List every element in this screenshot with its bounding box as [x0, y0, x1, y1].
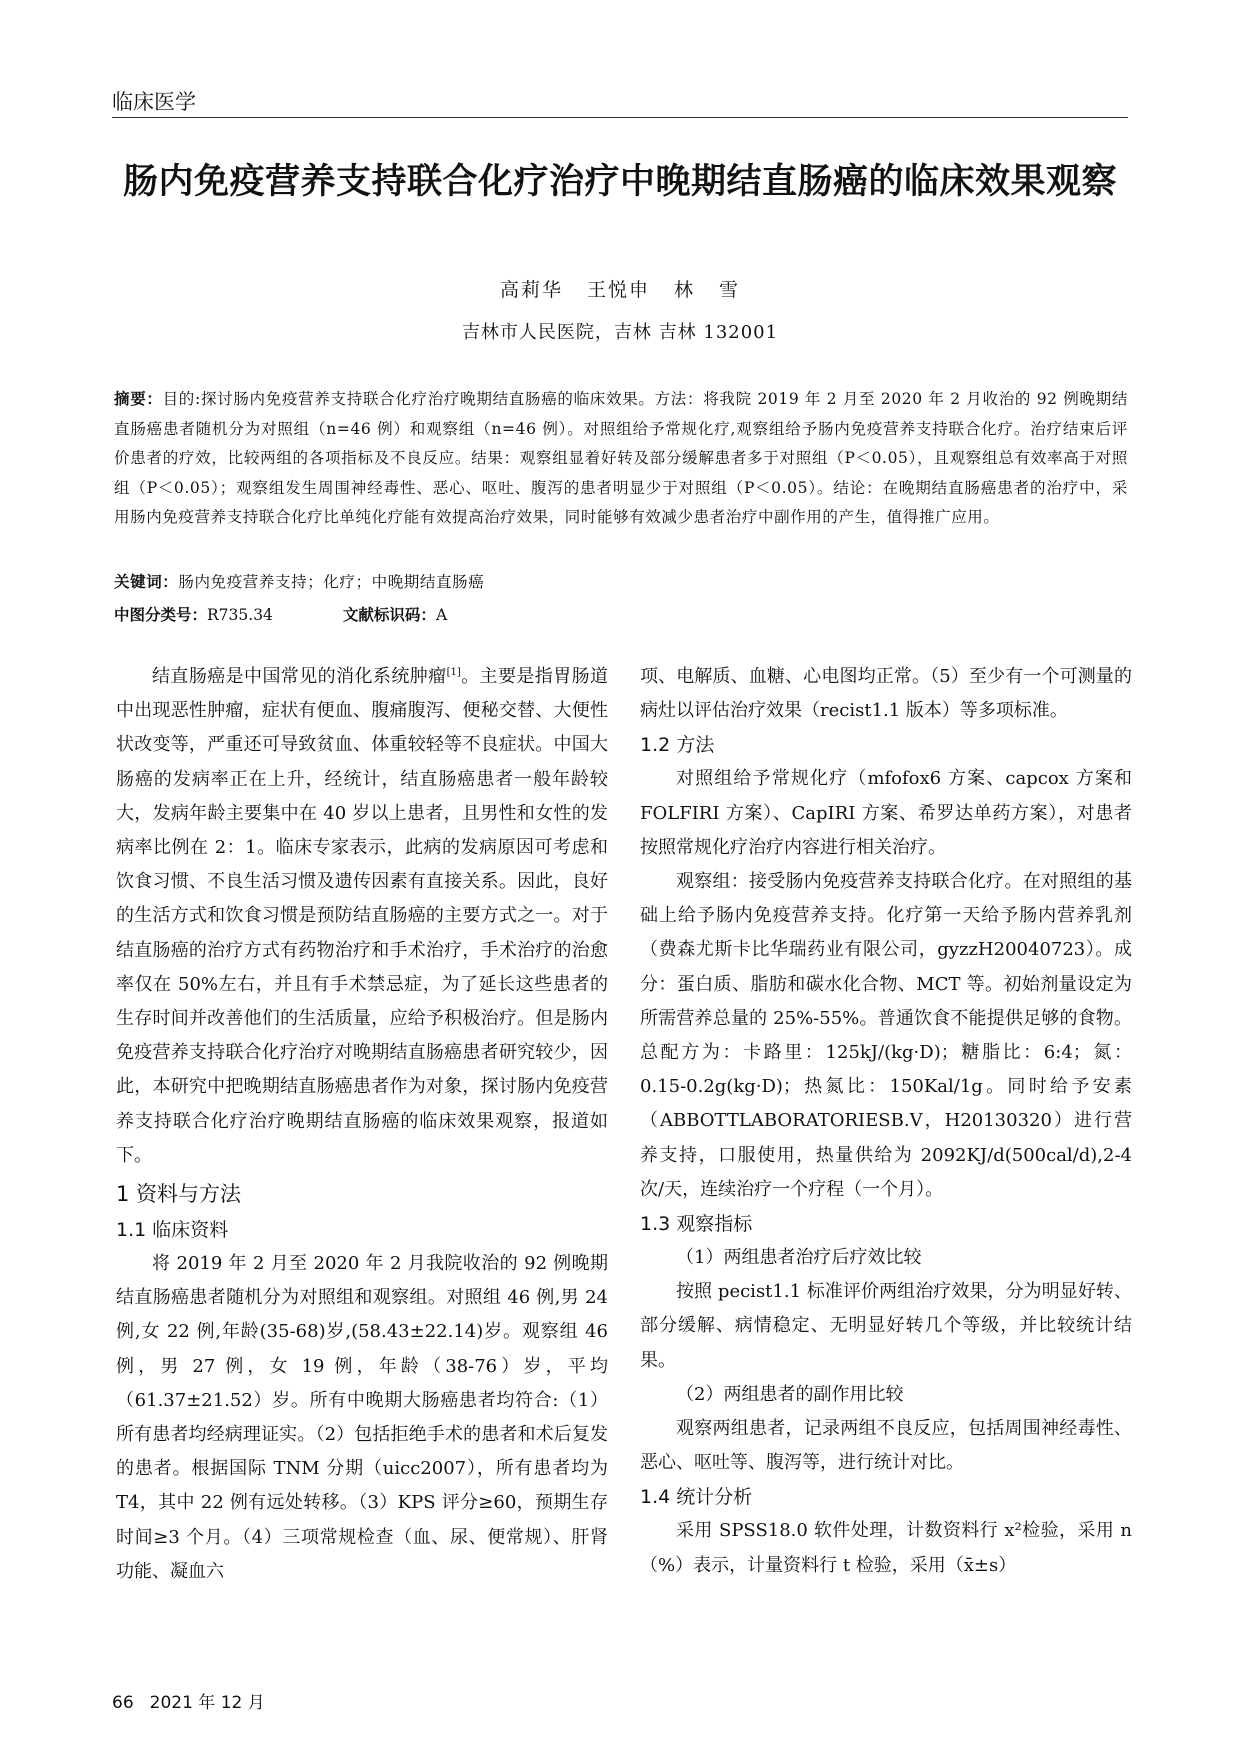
paragraph-clinical-data: 将 2019 年 2 月至 2020 年 2 月我院收治的 92 例晚期结直肠癌患者随机分为对照组和观察组。对照组 46 例,男 24 例,女 22 例,年龄(35-68)岁,(58.43±22.14)岁。观察组 46 例，男 27 例，女 19 例，年龄（38-76）岁，平均（61.37±21.52）岁。所有中晚期大肠癌患者均符合:（1）所有患者均经病理证实。（2）包括拒绝手术的患者和术后复发的患者。根据国际 TNM 分期（uicc2007），所有患者均为 T4，其中 22 例有远处转移。（3）KPS 评分≥60，预期生存时间≥3 个月。（4）三项常规检查（血、尿、便常规）、肝肾功能、凝血六 — [116, 1253, 608, 1582]
keywords — [114, 570, 484, 592]
abstract-text: 目的:探讨肠内免疫营养支持联合化疗治疗晚期结直肠癌的临床效果。方法：将我院 2019 年 2 月至 2020 年 2 月收治的 92 例晚期结直肠癌患者随机分为对照组（n=46 例）和观察组（n=46 例）。对照组给予常规化疗,观察组给予肠内免疫营养支持联合化疗。治疗结束后评价患者的疗效，比较两组的各项指标及不良反应。结果：观察组显着好转及部分缓解患者多于对照组（P＜0.05），且观察组总有效率高于对照组（P＜0.05）；观察组发生周围神经毒性、恶心、呕吐、腹泻的患者明显少于对照组（P＜0.05）。结论：在晚期结直肠癌患者的治疗中，采用肠内免疫营养支持联合化疗比单纯化疗能有效提高治疗效果，同时能够有效减少患者治疗中副作用的产生，值得推广应用。 — [114, 390, 1128, 526]
keywords-text: 肠内免疫营养支持；化疗；中晚期结直肠癌 — [178, 573, 485, 591]
subheading-efficacy: （1）两组患者治疗后疗效比较 — [676, 1247, 922, 1269]
abstract-label: 摘要： — [114, 390, 163, 408]
paragraph-side-effects: 观察两组患者，记录两组不良反应，包括周围神经毒性、恶心、呕吐等、腹泻等，进行统计对比。 — [640, 1418, 1132, 1474]
doc-code-label: 文献标识码： — [342, 606, 436, 624]
clc-label: 中图分类号： — [114, 606, 208, 624]
paragraph-efficacy: 按照 pecist1.1 标准评价两组治疗效果，分为明显好转、部分缓解、病情稳定、无明显好转几个等级，并比较统计结果。 — [640, 1281, 1132, 1371]
abstract — [114, 385, 1128, 533]
affiliation: 吉林市人民医院，吉林 吉林 132001 — [461, 322, 779, 343]
section-heading-1-1: 1.1 临床资料 — [116, 1219, 229, 1242]
paragraph-method-observation: 观察组：接受肠内免疫营养支持联合化疗。在对照组的基础上给予肠内免疫营养支持。化疗第一天给予肠内营养乳剂（费森尤斯卡比华瑞药业有限公司，gyzzH20040723）。成分：蛋白质、脂肪和碳水化合物、MCT 等。初始剂量设定为所需营养总量的 25%-55%。普通饮食不能提供足够的食物。总配方为：卡路里：125kJ/(kg·D)；糖脂比：6:4；氮：0.15-0.2g(kg·D)；热氮比：150Kal/1g。同时给予安素（ABBOTTLABORATORIESB.V，H20130320）进行营养支持，口服使用，热量供给为 2092KJ/d(500cal/d),2-4 次/天，连续治疗一个疗程（一个月）。 — [640, 871, 1132, 1200]
page-number: 66 — [112, 1693, 134, 1713]
keywords-label: 关键词： — [114, 573, 179, 591]
intro-text-rest: 。主要是指胃肠道中出现恶性肿瘤，症状有便血、腹痛腹泻、便秘交替、大便性状改变等，严重还可导致贫血、体重较轻等不良症状。中国大肠癌的发病率正在上升，经统计，结直肠癌患者一般年龄较大，发病年龄主要集中在 40 岁以上患者，且男性和女性的发病率比例在 2：1。临床专家表示，此病的发病原因可考虑和饮食习惯、不良生活习惯及遗传因素有直接关系。因此，良好的生活方式和饮食习惯是预防结直肠癌的主要方式之一。对于结直肠癌的治疗方式有药物治疗和手术治疗，手术治疗的治愈率仅在 50%左右，并且有手术禁忌症，为了延长这些患者的生存时间并改善他们的生活质量，应给予积极治疗。但是肠内免疫营养支持联合化疗治疗对晚期结直肠癌患者研究较少，因此，本研究中把晚期结直肠癌患者作为对象，探讨肠内免疫营养支持联合化疗治疗晚期结直肠癌的临床效果观察，报道如下。 — [116, 666, 609, 1166]
paragraph-statistics: 采用 SPSS18.0 软件处理，计数资料行 x²检验，采用 n（%）表示，计量资料行 t 检验，采用（x̄±s） — [640, 1520, 1132, 1576]
left-column — [116, 660, 608, 1589]
doc-code-value: A — [435, 606, 448, 624]
issue-date: 2021 年 12 月 — [149, 1693, 265, 1713]
section-heading-1-3: 1.3 观察指标 — [640, 1213, 753, 1236]
journal-section: 临床医学 — [112, 90, 196, 114]
citation-ref: [1] — [446, 667, 461, 678]
intro-paragraph — [116, 660, 608, 1173]
section-heading-1: 1 资料与方法 — [116, 1182, 242, 1207]
paragraph-method-control: 对照组给予常规化疗（mfofox6 方案、capcox 方案和 FOLFIRI 方案）、CapIRI 方案、希罗达单药方案），对患者按照常规化疗治疗内容进行相关治疗。 — [640, 768, 1132, 858]
subheading-side-effects: （2）两组患者的副作用比较 — [676, 1383, 904, 1405]
classification — [114, 603, 1014, 625]
authors: 高莉华 王悦申 林 雪 — [499, 279, 741, 301]
section-heading-1-4: 1.4 统计分析 — [640, 1486, 753, 1509]
paper-title: 肠内免疫营养支持联合化疗治疗中晚期结直肠癌的临床效果观察 — [122, 162, 1117, 202]
clc-value: R735.34 — [207, 606, 273, 624]
intro-text-start: 结直肠癌是中国常见的消化系统肿瘤 — [152, 666, 447, 687]
right-column — [640, 660, 1132, 1583]
paragraph-clinical-data-cont: 项、电解质、血糖、心电图均正常。（5）至少有一个可测量的病灶以评估治疗效果（recist1.1 版本）等多项标准。 — [640, 666, 1132, 722]
header-divider — [112, 117, 1128, 118]
page-footer — [112, 1688, 281, 1713]
section-heading-1-2: 1.2 方法 — [640, 734, 715, 757]
